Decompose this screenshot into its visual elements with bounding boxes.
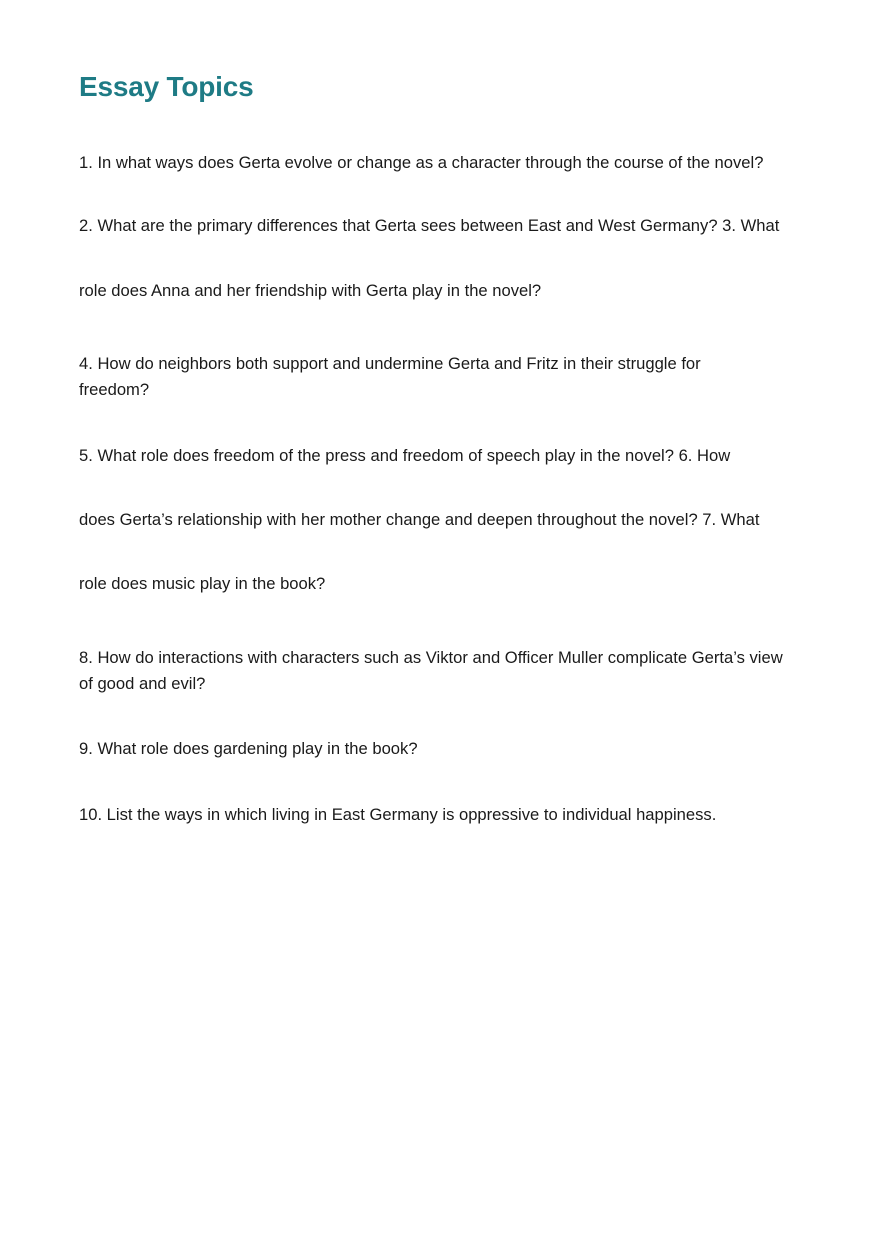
essay-topic-line-9: 9. What role does gardening play in the book? — [79, 739, 418, 758]
essay-topic-line-6: does Gerta’s relationship with her mother change and deepen throughout the novel? 7. What — [79, 510, 760, 529]
essay-topic-line-1: 1. In what ways does Gerta evolve or change as a character through the course of the novel? — [79, 153, 764, 172]
essay-topic-line-10: 10. List the ways in which living in East Germany is oppressive to individual happiness. — [79, 805, 717, 824]
essay-topic-line-8: 8. How do interactions with characters such as Viktor and Officer Muller complicate Gerta’s view of good and evil? — [79, 648, 783, 693]
essay-topic-line-3: role does Anna and her friendship with Gerta play in the novel? — [79, 281, 542, 300]
essay-topic-line-2: 2. What are the primary differences that Gerta sees between East and West Germany? 3. What — [79, 216, 780, 235]
essay-topic-line-4: 4. How do neighbors both support and undermine Gerta and Fritz in their struggle for freedom? — [79, 354, 701, 399]
essay-topic-line-5: 5. What role does freedom of the press and freedom of speech play in the novel? 6. How — [79, 446, 731, 465]
essay-topic-line-7: role does music play in the book? — [79, 574, 326, 593]
page-title: Essay Topics — [79, 71, 254, 102]
